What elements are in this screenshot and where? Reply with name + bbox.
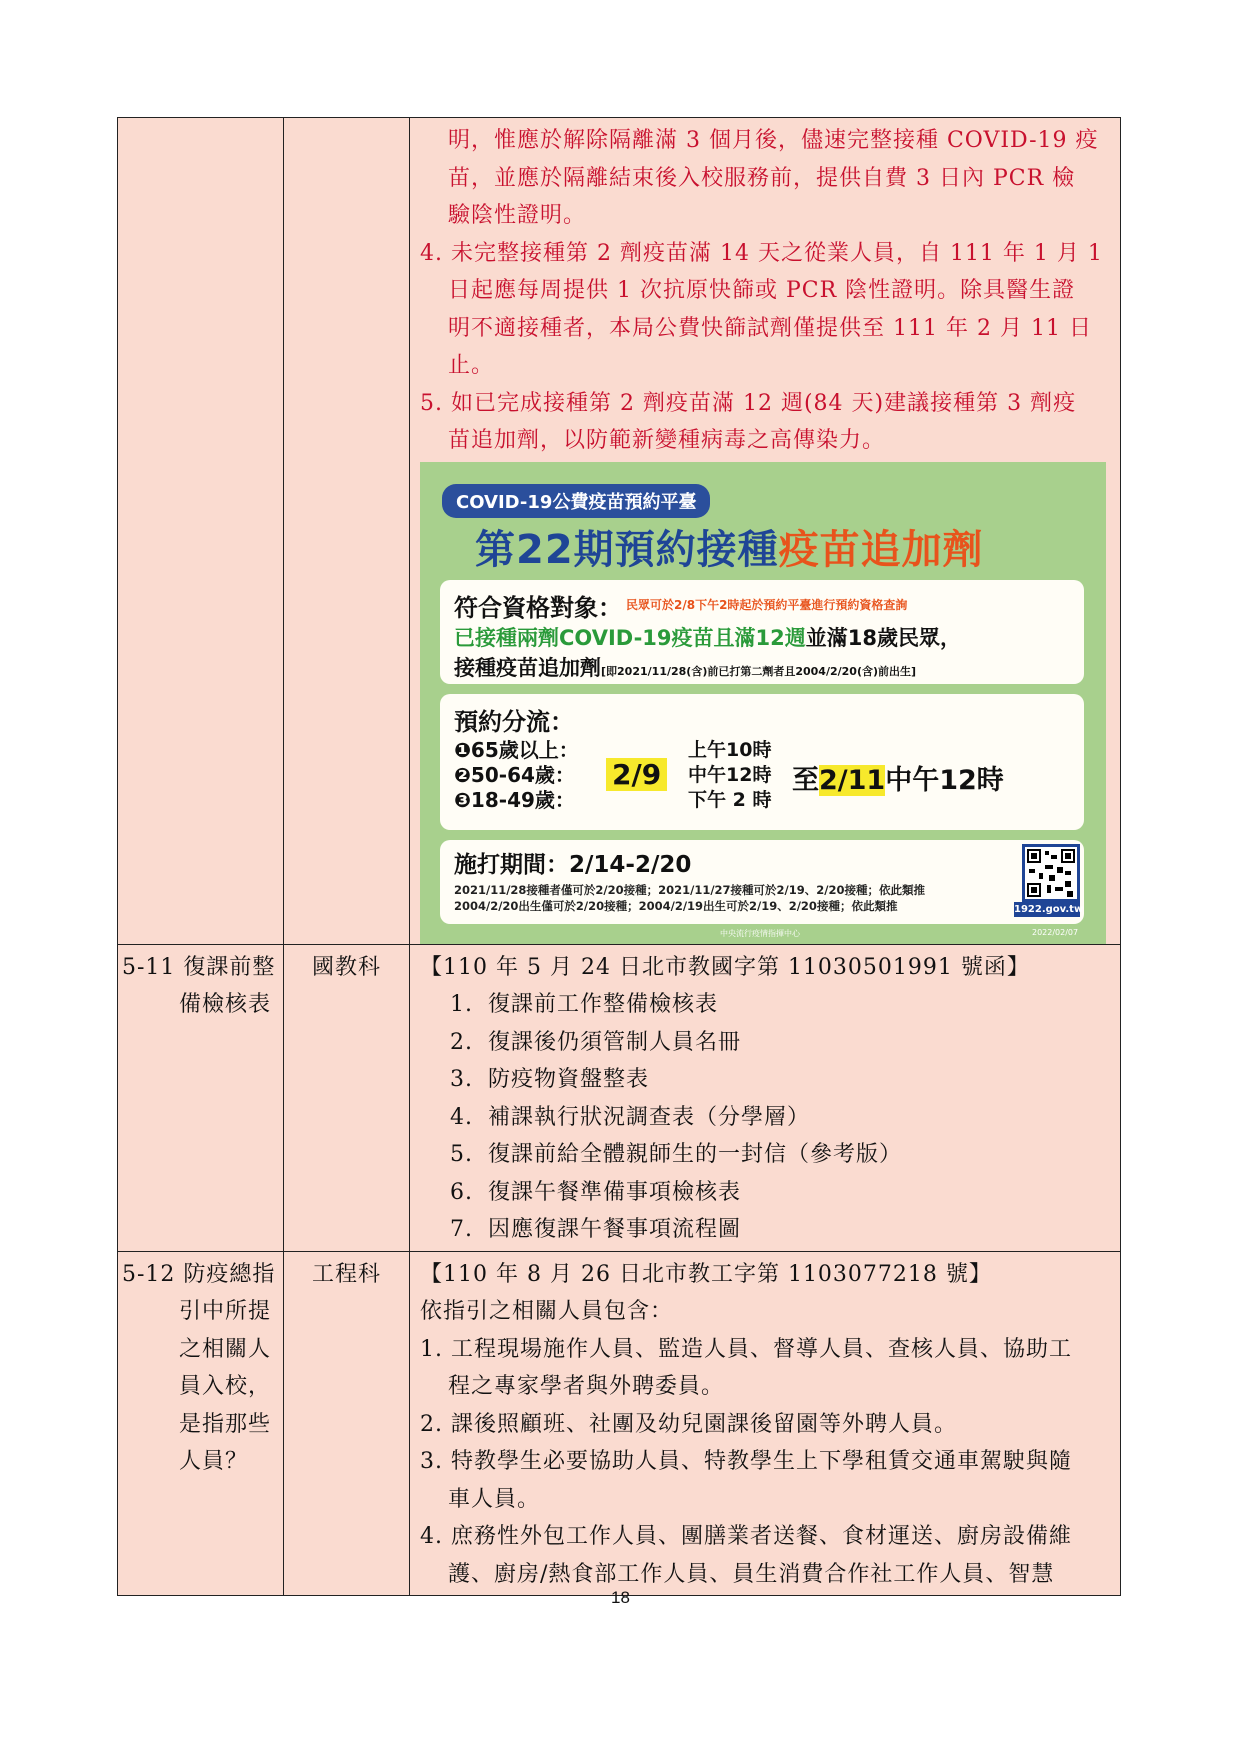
schedule-heading: 預約分流：	[454, 707, 574, 736]
list-num: 6.	[450, 1179, 473, 1205]
row-title-line: 引中所提	[179, 1299, 272, 1324]
list-text: 復課前工作整備檢核表	[488, 992, 719, 1017]
poster-title	[475, 518, 984, 575]
row-5-11-dept	[284, 944, 410, 1251]
item-line: 1. 工程現場施作人員、監造人員、督導人員、查核人員、協助工	[420, 1336, 1072, 1362]
table-row	[118, 944, 1121, 1251]
eligibility-green-tail: 並滿18歲民眾，	[805, 625, 961, 650]
list-text: 復課午餐準備事項檢核表	[488, 1179, 742, 1205]
item-line: 車人員。	[448, 1486, 541, 1512]
item4-line: 明不適接種者，本局公費快篩試劑僅提供至 111 年 2 月 11 日	[448, 315, 1092, 341]
row-5-11-content	[410, 944, 1121, 1251]
cell-vaccine-content	[410, 118, 1121, 945]
item4-line: 日起應每周提供 1 次抗原快篩或 PCR 陰性證明。除具醫生證	[448, 278, 1076, 303]
list-num: 4.	[450, 1104, 473, 1130]
item-line: 護、廚房/熱食部工作人員、員生消費合作社工作人員、智慧	[448, 1561, 1055, 1587]
schedule-box	[440, 694, 1084, 830]
period-box	[440, 840, 1084, 924]
cell-empty-1	[118, 118, 284, 945]
age-group: ❷50-64歲：	[454, 762, 575, 787]
list-item	[420, 1099, 1112, 1137]
row-title-line: 是指那些	[179, 1411, 272, 1437]
list-text: 因應復課午餐事項流程圖	[488, 1217, 742, 1242]
poster-footer-date: 2022/02/07	[1032, 927, 1079, 937]
item4-line: 4. 未完整接種第 2 劑疫苗滿 14 天之從業人員，自 111 年 1 月 1	[420, 240, 1103, 266]
item3-line: 驗陰性證明。	[448, 203, 587, 228]
poster-platform-pill: COVID-19公費疫苗預約平臺	[442, 484, 710, 518]
cell-empty-2	[284, 118, 410, 945]
content-table	[117, 117, 1121, 1596]
item-line: 程之專家學者與外聘委員。	[448, 1374, 725, 1399]
age-group: ❶65歲以上：	[454, 737, 579, 762]
poster-title-a: 第22期預約接種	[475, 526, 779, 573]
row-title-line: 人員？	[179, 1449, 249, 1474]
period-notes	[454, 882, 925, 914]
dept-label: 工程科	[311, 1261, 381, 1287]
list-num: 5.	[450, 1142, 473, 1167]
booking-times	[688, 738, 771, 813]
age-group: ❸18-49歲：	[454, 787, 575, 812]
list-item	[420, 1061, 1112, 1099]
row-5-12-content	[410, 1251, 1121, 1596]
item3-line: 明，惟應於解除隔離滿 3 個月後，儘速完整接種 COVID-19 疫	[448, 128, 1099, 153]
eligibility-line3-small: [即2021/11/28(含)前已打第二劑者且2004/2/20(含)前出生]	[601, 664, 917, 678]
list-item	[420, 986, 1112, 1024]
item5-line: 5. 如已完成接種第 2 劑疫苗滿 12 週(84 天)建議接種第 3 劑疫	[420, 390, 1077, 416]
period-note: 2004/2/20出生僅可於2/20接種；2004/2/19出生可於2/19、2/20接種；依此類推	[454, 898, 898, 913]
eligibility-green	[454, 622, 961, 652]
list-item	[420, 1174, 1112, 1212]
item5-line: 苗追加劑，以防範新變種病毒之高傳染力。	[448, 428, 886, 453]
list-text: 復課前給全體親師生的一封信（參考版）	[488, 1142, 903, 1167]
eligibility-line3	[454, 652, 916, 682]
vaccine-poster	[420, 462, 1106, 944]
item-line: 3. 特教學生必要協助人員、特教學生上下學租賃交通車駕駛與隨	[420, 1449, 1072, 1474]
eligibility-box	[440, 580, 1084, 684]
row-title-line: 5-12 防疫總指	[122, 1261, 276, 1287]
table-row	[118, 1251, 1121, 1596]
booking-time: 上午10時	[688, 738, 772, 761]
until-date: 2/11	[819, 764, 886, 796]
dept-label: 國教科	[311, 954, 381, 980]
reference-line: 【110 年 8 月 26 日北市教工字第 1103077218 號】	[420, 1261, 992, 1287]
poster-title-b: 疫苗追加劑	[778, 526, 984, 573]
eligibility-green-text: 已接種兩劑COVID-19疫苗且滿12週	[454, 625, 806, 650]
eligibility-line3-text: 接種疫苗追加劑	[454, 655, 601, 680]
list-item	[420, 1136, 1112, 1174]
intro-line: 依指引之相關人員包含：	[420, 1299, 674, 1324]
list-num: 7.	[450, 1217, 473, 1242]
list-text: 補課執行狀況調查表（分學層）	[488, 1104, 811, 1130]
until-time: 中午12時	[885, 764, 1004, 796]
row-title-line: 5-11 復課前整	[122, 954, 276, 980]
list-item	[420, 1024, 1112, 1062]
booking-date: 2/9	[606, 758, 667, 791]
item3-line: 苗，並應於隔離結束後入校服務前，提供自費 3 日內 PCR 檢	[448, 165, 1076, 191]
row-title-line: 員入校，	[179, 1374, 272, 1399]
reference-line: 【110 年 5 月 24 日北市教國字第 11030501991 號函】	[420, 954, 1030, 980]
booking-time: 下午 2 時	[688, 788, 772, 811]
list-num: 3.	[450, 1067, 473, 1092]
list-num: 2.	[450, 1029, 473, 1055]
item4-line: 止。	[448, 353, 495, 378]
age-groups	[454, 738, 579, 813]
period-heading: 施打期間：2/14-2/20	[454, 851, 692, 878]
booking-until	[792, 758, 1004, 797]
booking-time: 中午12時	[688, 763, 772, 786]
item-line: 2. 課後照顧班、社團及幼兒園課後留園等外聘人員。	[420, 1411, 957, 1437]
qr-code-icon	[1022, 844, 1080, 902]
period-note: 2021/11/28接種者僅可於2/20接種；2021/11/27接種可於2/19、2/20接種；依此類推	[454, 882, 925, 897]
page-number: 18	[611, 1588, 630, 1607]
list-text: 防疫物資盤整表	[488, 1067, 650, 1092]
table-row	[118, 118, 1121, 945]
list-num: 1.	[450, 992, 473, 1017]
eligibility-heading: 符合資格對象：	[454, 593, 622, 622]
row-5-11-title	[118, 944, 284, 1251]
qr-url: 1922.gov.tw	[1014, 903, 1084, 915]
row-5-12-dept	[284, 1251, 410, 1596]
eligibility-note: 民眾可於2/8下午2時起於預約平臺進行預約資格查詢	[626, 597, 908, 612]
row-title-line: 備檢核表	[179, 992, 272, 1017]
row-title-line: 之相關人	[179, 1336, 272, 1362]
until-prefix: 至	[792, 764, 819, 796]
list-text: 復課後仍須管制人員名冊	[488, 1029, 742, 1055]
row-5-12-title	[118, 1251, 284, 1596]
poster-footer-center: 中央流行疫情指揮中心	[720, 928, 800, 938]
list-item	[420, 1211, 1112, 1249]
item-line: 4. 庶務性外包工作人員、團膳業者送餐、食材運送、廚房設備維	[420, 1524, 1072, 1549]
